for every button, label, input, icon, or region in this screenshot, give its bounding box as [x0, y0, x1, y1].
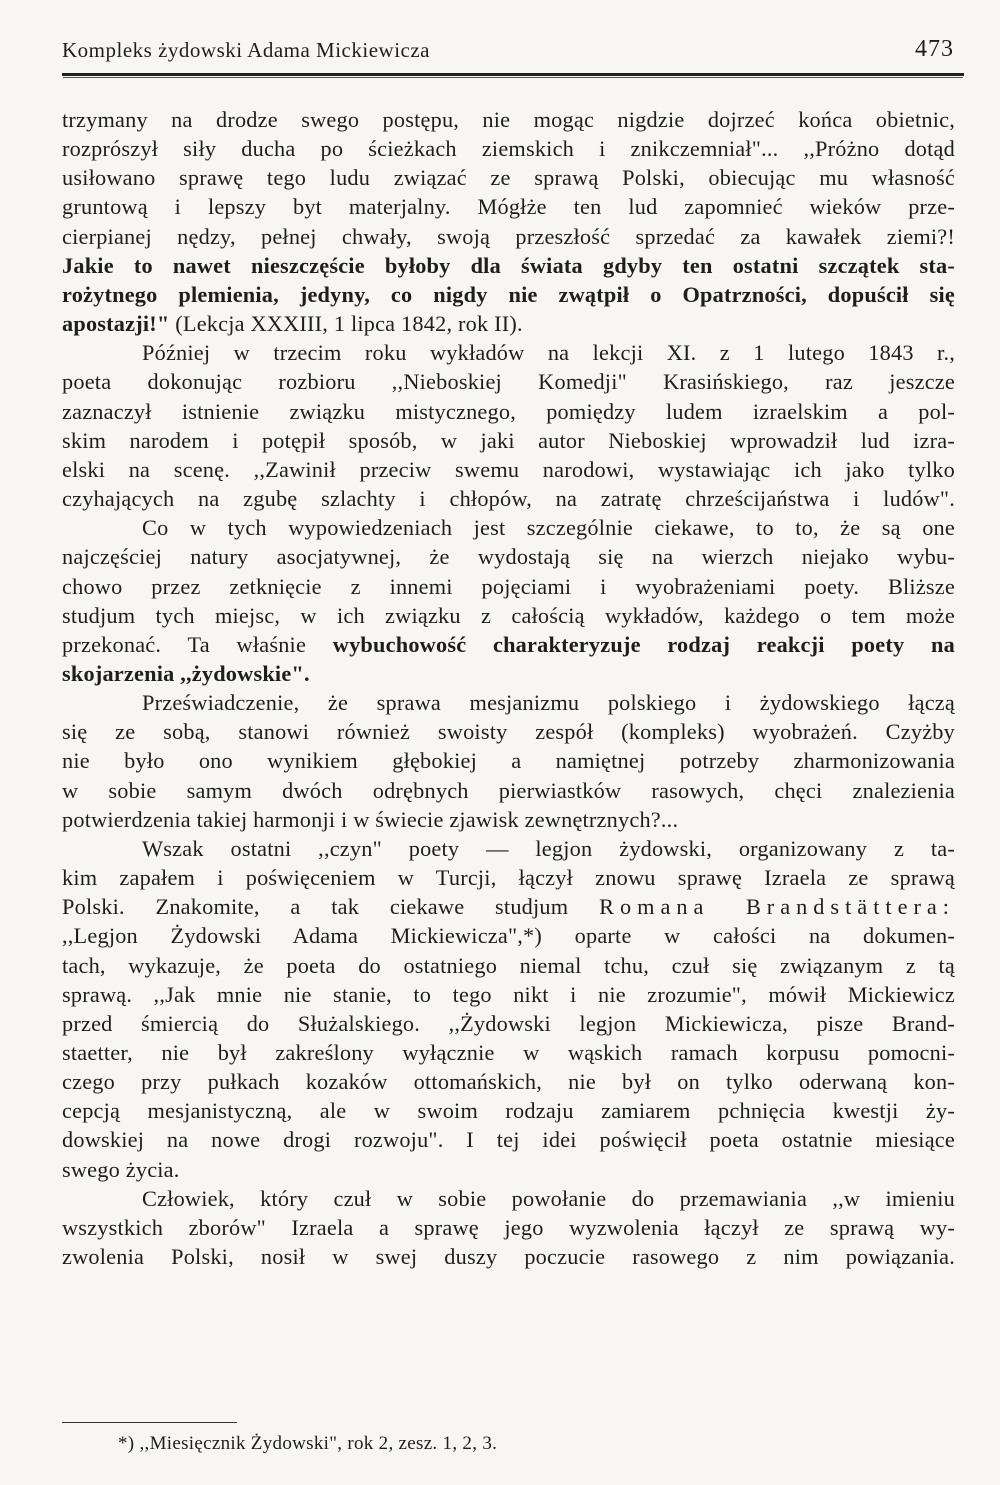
page-header — [62, 34, 960, 74]
text-line — [62, 776, 955, 805]
footnote — [118, 1433, 497, 1455]
plain-text: dowskiej na nowe drogi rozwoju". I tej idei poświęcił poeta ostatnie miesiące — [62, 1127, 955, 1153]
plain-text: przed śmiercią do Służalskiego. ,,Żydowski legjon Mickiewicza, pisze Brand- — [62, 1010, 955, 1036]
bold-text: wybuchowość charakteryzuje rodzaj reakcji poety na — [332, 631, 956, 657]
bold-text: Jakie to nawet nieszczęście byłoby dla świata gdyby ten ostatni szczątek sta- — [62, 252, 955, 278]
text-line — [62, 980, 955, 1009]
spaced-text: Romana Brandstättera: — [599, 894, 956, 920]
text-line — [62, 572, 955, 601]
plain-text: tach, wykazuje, że poeta do ostatniego niemal tchu, czuł się związanym z tą — [62, 952, 955, 978]
plain-text: zaznaczył istnienie związku mistycznego, pomiędzy ludem izraelskim a pol- — [62, 398, 955, 424]
page-number: 473 — [915, 36, 954, 62]
plain-text: wszystkich zborów" Izraela a sprawę jego wyzwolenia łączył ze sprawą wy- — [62, 1214, 955, 1240]
plain-text: chowo przez zetknięcie z innemi pojęciami i wyobrażeniami poety. Bliższe — [62, 573, 955, 599]
plain-text: przekonać. Ta właśnie — [62, 631, 333, 657]
bold-text: rożytnego plemienia, jedyny, co nigdy nie zwątpił o Opatrzności, dopuścił się — [62, 281, 955, 307]
text-line — [62, 601, 955, 630]
plain-text: sprawą. ,,Jak mnie nie stanie, to tego nikt i nie zrozumie", mówił Mickiewicz — [62, 981, 955, 1007]
plain-text: (Lekcja XXXIII, 1 lipca 1842, rok II). — [169, 311, 523, 337]
plain-text: zwolenia Polski, nosił w swej duszy poczucie rasowego z nim powiązania. — [62, 1244, 955, 1270]
text-line — [62, 1242, 955, 1271]
plain-text: trzymany na drodze swego postępu, nie mogąc nigdzie dojrzeć końca obietnic, — [62, 107, 955, 132]
plain-text: Później w trzecim roku wykładów na lekcji XI. z 1 lutego 1843 r., — [142, 340, 955, 366]
plain-text: potwierdzenia takiej harmonji i w świecie zjawisk zewnętrznych?... — [62, 806, 679, 832]
text-line — [62, 1155, 955, 1184]
plain-text: swego życia. — [62, 1156, 180, 1182]
footnote-rule — [62, 1422, 237, 1423]
text-line — [62, 1125, 955, 1154]
plain-text: ,,Legjon Żydowski Adama Mickiewicza",*) oparte w całości na dokumen- — [62, 923, 955, 949]
body-text — [62, 105, 955, 1271]
plain-text: gruntową i lepszy byt materjalny. Mógłże ten lud zapomnieć wieków prze- — [62, 194, 955, 220]
text-line — [62, 426, 955, 455]
plain-text: w sobie samym dwóch odrębnych pierwiastków rasowych, chęci znalezienia — [62, 777, 955, 803]
text-line — [62, 863, 955, 892]
footnote-marker: *) — [118, 1433, 135, 1454]
running-title: Kompleks żydowski Adama Mickiewicza — [62, 38, 430, 62]
text-line — [62, 1009, 955, 1038]
text-line — [62, 513, 955, 542]
text-line — [62, 309, 955, 338]
plain-text: Wszak ostatni ,,czyn" poety — legjon żydowski, organizowany z ta- — [142, 835, 955, 861]
text-line — [62, 951, 955, 980]
text-line — [62, 222, 955, 251]
text-line — [62, 659, 955, 688]
text-line — [62, 834, 955, 863]
plain-text: się ze sobą, stanowi również swoisty zespół (kompleks) wyobrażeń. Czyżby — [62, 719, 955, 745]
plain-text: cepcją mesjanistyczną, ale w swoim rodzaju zamiarem pchnięcia kwestji ży- — [62, 1098, 955, 1124]
plain-text: nie było ono wynikiem głębokiej a namiętnej potrzeby zharmonizowania — [62, 748, 955, 774]
plain-text: Polski. Znakomite, a tak ciekawe studjum — [62, 894, 600, 920]
text-line — [62, 717, 955, 746]
plain-text: staetter, nie był zakreślony wyłącznie w wąskich ramach korpusu pomocni- — [62, 1040, 955, 1065]
text-line — [62, 338, 955, 367]
text-line — [62, 1096, 955, 1125]
bold-text: skojarzenia ,,żydowskie". — [62, 660, 310, 686]
plain-text: Co w tych wypowiedzeniach jest szczególnie ciekawe, to to, że są one — [142, 515, 955, 541]
plain-text: usiłowano sprawę tego ludu związać ze sprawą Polski, obiecując mu własność — [62, 165, 955, 191]
text-line — [62, 688, 955, 717]
text-line — [62, 921, 955, 950]
text-line — [62, 1184, 955, 1213]
text-line — [62, 1038, 955, 1067]
text-line — [62, 105, 955, 134]
bold-text: apostazji!" — [62, 311, 170, 337]
text-line — [62, 1067, 955, 1096]
text-line — [62, 280, 955, 309]
plain-text: rozprószył siły ducha po ścieżkach ziemskich i znikczemniał"... ,,Próżno dotąd — [62, 136, 955, 162]
text-line — [62, 746, 955, 775]
text-line — [62, 455, 955, 484]
plain-text: kim zapałem i poświęceniem w Turcji, łączył znowu sprawę Izraela ze sprawą — [62, 865, 955, 891]
plain-text: czyhających na zgubę szlachty i chłopów, na zatratę chrześcijaństwa i ludów". — [62, 486, 955, 512]
text-line — [62, 484, 955, 513]
header-rule — [62, 73, 964, 76]
text-line — [62, 397, 955, 426]
text-line — [62, 542, 955, 571]
plain-text: Człowiek, który czuł w sobie powołanie do przemawiania ,,w imieniu — [142, 1185, 955, 1211]
plain-text: cierpianej nędzy, pełnej chwały, swoją przeszłość sprzedać za kawałek ziemi?! — [62, 223, 955, 249]
plain-text: studjum tych miejsc, w ich związku z całością wykładów, każdego o tem może — [62, 602, 955, 628]
text-line — [62, 1213, 955, 1242]
text-line — [62, 892, 955, 921]
plain-text: skim narodem i potępił sposób, w jaki autor Nieboskiej wprowadził lud izra- — [62, 427, 955, 453]
footnote-text: ,,Miesięcznik Żydowski", rok 2, zesz. 1, 2, 3. — [139, 1433, 498, 1454]
text-line — [62, 163, 955, 192]
plain-text: Przeświadczenie, że sprawa mesjanizmu polskiego i żydowskiego łączą — [142, 690, 955, 716]
text-line — [62, 805, 955, 834]
plain-text: najczęściej natury asocjatywnej, że wydostają się na wierzch niejako wybu- — [62, 544, 955, 570]
text-line — [62, 134, 955, 163]
text-line — [62, 367, 955, 396]
plain-text: poeta dokonując rozbioru ,,Nieboskiej Komedji" Krasińskiego, raz jeszcze — [62, 369, 955, 395]
text-line — [62, 630, 955, 659]
text-line — [62, 251, 955, 280]
text-line — [62, 192, 955, 221]
plain-text: elski na scenę. ,,Zawinił przeciw swemu narodowi, wystawiając ich jako tylko — [62, 456, 955, 482]
plain-text: czego przy pułkach kozaków ottomańskich, nie był on tylko oderwaną kon- — [62, 1069, 955, 1095]
